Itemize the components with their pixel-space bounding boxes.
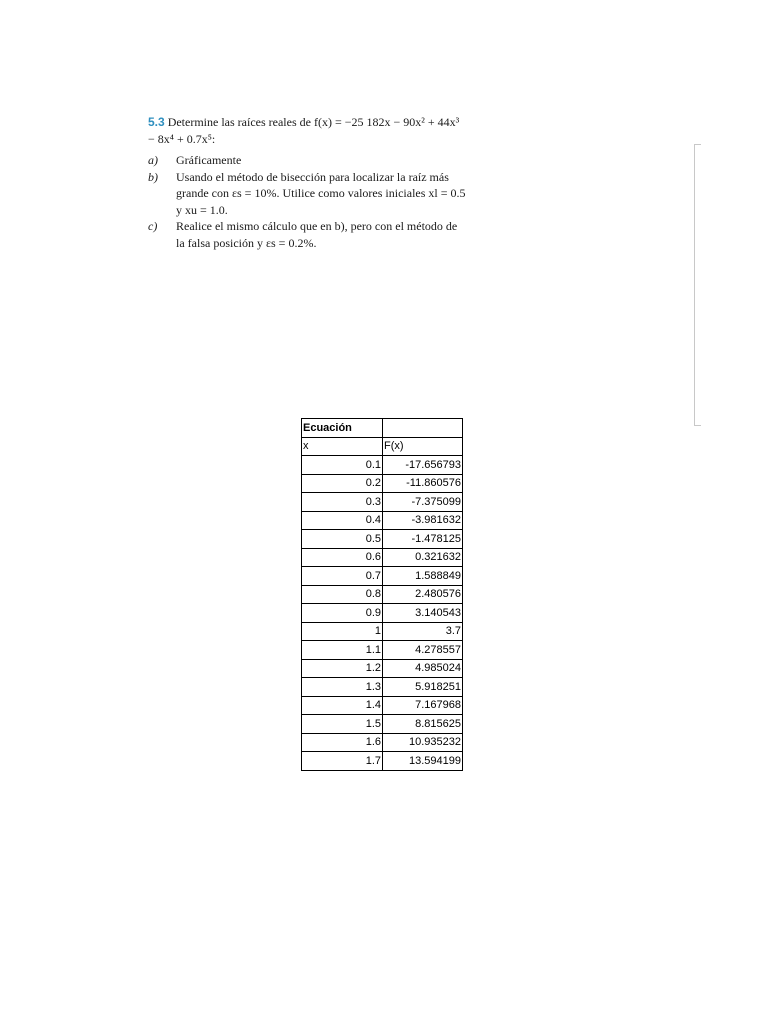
- item-a: [148, 152, 498, 169]
- item-b-line-2: grande con εs = 10%. Utilice como valores iniciales xl = 0.5: [176, 186, 466, 200]
- fx-value-cell: 10.935232: [383, 733, 463, 752]
- x-value-cell: 0.5: [302, 530, 383, 549]
- x-value-cell: 0.9: [302, 604, 383, 623]
- x-value-cell: 1.1: [302, 641, 383, 660]
- table-row: [302, 511, 463, 530]
- table-row: [302, 641, 463, 660]
- x-value-cell: 0.6: [302, 548, 383, 567]
- x-value-cell: 1.4: [302, 696, 383, 715]
- statement-start: Determine las raíces reales de: [167, 115, 311, 129]
- table-title-row: [302, 419, 463, 438]
- table-row: [302, 493, 463, 512]
- item-b: [148, 169, 498, 219]
- fx-value-cell: 3.7: [383, 622, 463, 641]
- fx-value-cell: -17.656793: [383, 456, 463, 475]
- fx-value-cell: 13.594199: [383, 752, 463, 771]
- table-row: [302, 530, 463, 549]
- fx-value-cell: -1.478125: [383, 530, 463, 549]
- table-title: Ecuación: [302, 419, 383, 438]
- item-c-label: c): [148, 219, 158, 233]
- fx-value-cell: 1.588849: [383, 567, 463, 586]
- fx-value-cell: 8.815625: [383, 715, 463, 734]
- x-value-cell: 1.7: [302, 752, 383, 771]
- table-row: [302, 604, 463, 623]
- x-value-cell: 0.4: [302, 511, 383, 530]
- page-edge-marker: [694, 144, 701, 426]
- table-row: [302, 752, 463, 771]
- x-value-cell: 1: [302, 622, 383, 641]
- fx-value-cell: -7.375099: [383, 493, 463, 512]
- fx-value-cell: 7.167968: [383, 696, 463, 715]
- table-row: [302, 696, 463, 715]
- table-row: [302, 567, 463, 586]
- x-value-cell: 0.2: [302, 474, 383, 493]
- fx-value-cell: 2.480576: [383, 585, 463, 604]
- table-row: [302, 622, 463, 641]
- fx-value-cell: -11.860576: [383, 474, 463, 493]
- x-value-cell: 1.2: [302, 659, 383, 678]
- item-c-line-1: Realice el mismo cálculo que en b), pero con el método de: [176, 219, 458, 233]
- x-value-cell: 0.8: [302, 585, 383, 604]
- table-title-empty-cell: [383, 419, 463, 438]
- problem-number: 5.3: [148, 115, 165, 129]
- fx-value-cell: 5.918251: [383, 678, 463, 697]
- table-header-row: [302, 437, 463, 456]
- column-header-fx: F(x): [383, 437, 463, 456]
- table-row: [302, 548, 463, 567]
- problem-items: [148, 152, 498, 251]
- table-row: [302, 733, 463, 752]
- table-row: [302, 678, 463, 697]
- item-b-label: b): [148, 169, 158, 184]
- table-row: [302, 585, 463, 604]
- item-a-text: Gráficamente: [176, 153, 242, 167]
- fx-value-cell: -3.981632: [383, 511, 463, 530]
- problem-heading: [148, 114, 498, 131]
- item-a-label: a): [148, 153, 158, 167]
- table-row: [302, 456, 463, 475]
- table-row: [302, 659, 463, 678]
- fx-value-cell: 4.985024: [383, 659, 463, 678]
- x-value-cell: 1.5: [302, 715, 383, 734]
- item-b-line-3: y xu = 1.0.: [176, 202, 228, 217]
- item-c-line-2: la falsa posición y εs = 0.2%.: [176, 235, 317, 250]
- x-value-cell: 0.7: [302, 567, 383, 586]
- item-c: [148, 218, 498, 251]
- table-row: [302, 715, 463, 734]
- table-row: [302, 474, 463, 493]
- fx-value-cell: 4.278557: [383, 641, 463, 660]
- values-table: [301, 418, 463, 771]
- x-value-cell: 1.3: [302, 678, 383, 697]
- column-header-x: x: [302, 437, 383, 456]
- x-value-cell: 0.3: [302, 493, 383, 512]
- x-value-cell: 1.6: [302, 733, 383, 752]
- fx-value-cell: 3.140543: [383, 604, 463, 623]
- item-b-line-1: Usando el método de bisección para localizar la raíz más: [176, 169, 449, 184]
- problem-statement: [148, 114, 498, 251]
- fx-value-cell: 0.321632: [383, 548, 463, 567]
- function-continuation: − 8x⁴ + 0.7x⁵:: [148, 131, 216, 146]
- function-expression: f(x) = −25 182x − 90x² + 44x³: [313, 115, 460, 129]
- x-value-cell: 0.1: [302, 456, 383, 475]
